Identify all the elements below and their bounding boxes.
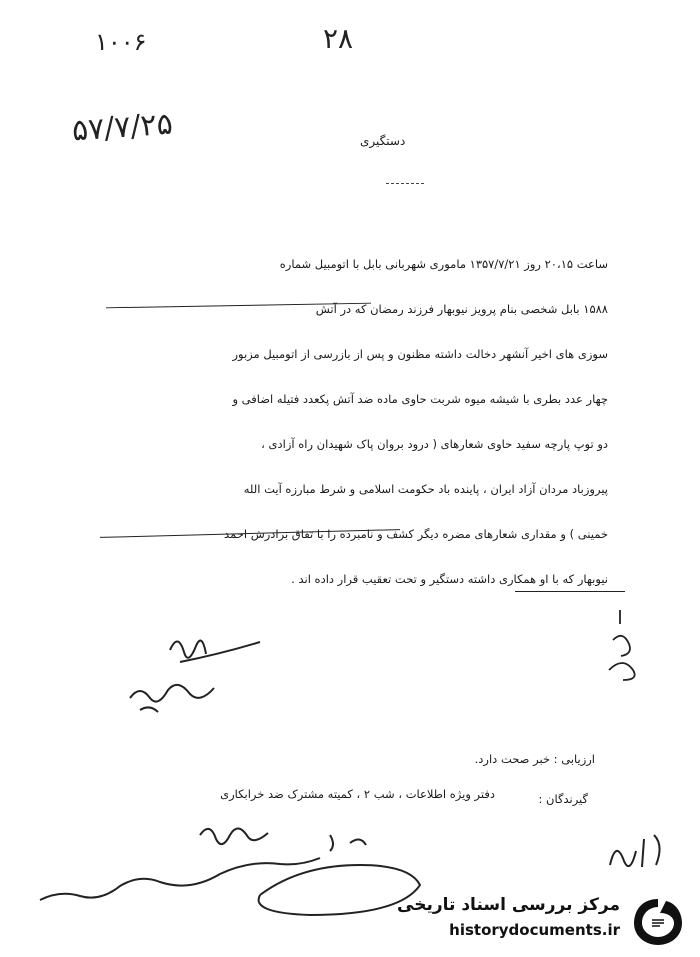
body-line: ساعت ۲۰،۱۵ روز ۱۳۵۷/۷/۲۱ ماموری شهربانی بابل با اتومبیل شماره <box>279 257 608 271</box>
body-line: ۱۵۸۸ بابل شخصی بنام پرویز نیوبهار فرزند رمضان که در آتش <box>315 302 608 316</box>
watermark-url: historydocuments.ir <box>449 921 620 939</box>
watermark-title: مرکز بررسی اسناد تاریخی <box>397 895 620 915</box>
body-line: چهار عدد بطری با شیشه میوه شربت حاوی ماده ضد آتش پکعدد فتیله اضافی و <box>232 392 608 406</box>
body-line: سوزی های اخیر آنشهر دخالت داشته مظنون و پس از بازرسی از اتومبیل مزبور <box>232 347 608 361</box>
handwritten-notes-scribble <box>30 815 450 925</box>
handwritten-date: ۵۷/۷/۲۵ <box>70 106 174 149</box>
body-line: دو توپ پارچه سفید حاوی شعارهای ( درود بروان پاک شهیدان راه آزادی ، <box>261 437 608 451</box>
evaluation-text: ارزیابی : خبر صحت دارد. <box>474 752 595 766</box>
margin-note-scribble <box>595 600 655 690</box>
document-number: ۱۰۰۶ <box>95 28 147 56</box>
body-line: نیوبهار که با او همکاری داشته دستگیر و تحت تعقیب قرار داده اند . <box>291 572 608 586</box>
document-title: دستگیری <box>360 134 406 148</box>
archive-logo-icon <box>630 895 686 947</box>
handwritten-underline <box>515 591 625 592</box>
recipients-list: دفتر ویژه اطلاعات ، شب ۲ ، کمیته مشترک ضد خرابکاری <box>220 787 495 801</box>
title-underline <box>386 183 424 184</box>
page-number: ۲۸ <box>323 22 354 55</box>
report-body <box>88 242 608 602</box>
margin-initials-scribble <box>600 825 680 875</box>
recipients-label: گیرندگان : <box>538 792 588 806</box>
signature-scribble <box>110 620 270 720</box>
archive-watermark <box>397 893 692 949</box>
body-line: پیروزباد مردان آزاد ایران ، پاینده باد حکومت اسلامی و شرط مبارزه آیت الله <box>243 482 608 496</box>
body-line: خمینی ) و مقداری شعارهای مضره دیگر کشف و نامبرده را با تفاق برادرش احمد <box>224 527 608 541</box>
